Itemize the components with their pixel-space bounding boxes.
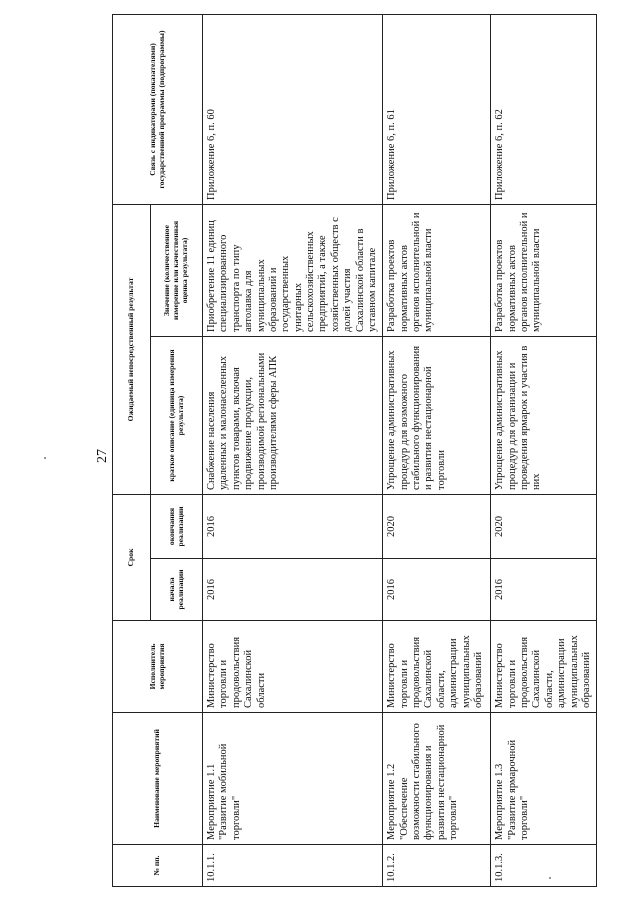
table-row xyxy=(203,14,383,886)
row-desc: Снабжение населения удаленных и малонаселенных пунктов товарами, включая продвижение продукции, производимой региональными производителями сферы АПК xyxy=(203,336,383,494)
row-desc: Упрощение административных процедур для организации и проведения ярмарок и участия в них xyxy=(491,336,597,494)
row-link: Приложение 6, п. 62 xyxy=(491,14,597,204)
row-start: 2016 xyxy=(203,559,383,621)
header-result-value: Значение (количественное измерение или качественная оценка результата) xyxy=(151,204,203,336)
page-number: 27 xyxy=(95,449,110,463)
row-num: 10.1.2. xyxy=(383,845,491,887)
row-desc: Упрощение административных процедур для возможного стабильного функционирования и развития нестационарной торговли xyxy=(383,336,491,494)
row-end: 2016 xyxy=(203,494,383,558)
row-end: 2020 xyxy=(383,494,491,558)
header-link: Связь с индикаторами (показателями) государственной программы (подпрограммы) xyxy=(113,14,203,204)
scan-speck xyxy=(549,877,551,879)
row-link: Приложение 6, п. 60 xyxy=(203,14,383,204)
row-start: 2016 xyxy=(491,559,597,621)
row-value: Разработка проектов нормативных актов органов исполнительной и муниципальной власти xyxy=(491,204,597,336)
row-link: Приложение 6, п. 61 xyxy=(383,14,491,204)
row-end: 2020 xyxy=(491,494,597,558)
header-result: Ожидаемый непосредственный результат xyxy=(113,204,151,494)
row-executor: Министерство торговли и продовольствия Сахалинской области, администрации муниципальных образований xyxy=(491,621,597,713)
row-executor: Министерство торговли и продовольствия Сахалинской области xyxy=(203,621,383,713)
row-value: Приобретение 11 единиц специализированного транспорта по типу автолавка для муниципальных образований и государственных унитарных сельскохозяйственных предприятий, а также хозяйственных обществ с долей участия Сахалинской области в уставном капитале xyxy=(203,204,383,336)
header-term-start: начала реализации xyxy=(151,559,203,621)
row-num: 10.1.1. xyxy=(203,845,383,887)
header-term-end: окончания реализации xyxy=(151,494,203,558)
row-num: 10.1.3. xyxy=(491,845,597,887)
header-name: Наименование мероприятий xyxy=(113,713,203,845)
row-name: Мероприятие 1.2 "Обеспечение возможности стабильного функционирования и развития нестационарной торговли" xyxy=(383,713,491,845)
header-executor: Исполнитель мероприятия xyxy=(113,621,203,713)
row-name: Мероприятие 1.1 "Развитие мобильной торговли" xyxy=(203,713,383,845)
scan-speck xyxy=(44,457,46,459)
row-executor: Министерство торговли и продовольствия Сахалинской области, администрации муниципальных образований xyxy=(383,621,491,713)
table-row xyxy=(491,14,597,886)
header-num: № пп. xyxy=(113,845,203,887)
header-term: Срок xyxy=(113,494,151,620)
row-start: 2016 xyxy=(383,559,491,621)
header-result-desc: краткое описание (единица измерения результата) xyxy=(151,336,203,494)
table-container xyxy=(112,15,592,887)
table-row xyxy=(383,14,491,886)
measures-table xyxy=(112,14,597,887)
row-name: Мероприятие 1.3 "Развитие ярмарочной торговли" xyxy=(491,713,597,845)
row-value: Разработка проектов нормативных актов органов исполнительной и муниципальной власти xyxy=(383,204,491,336)
